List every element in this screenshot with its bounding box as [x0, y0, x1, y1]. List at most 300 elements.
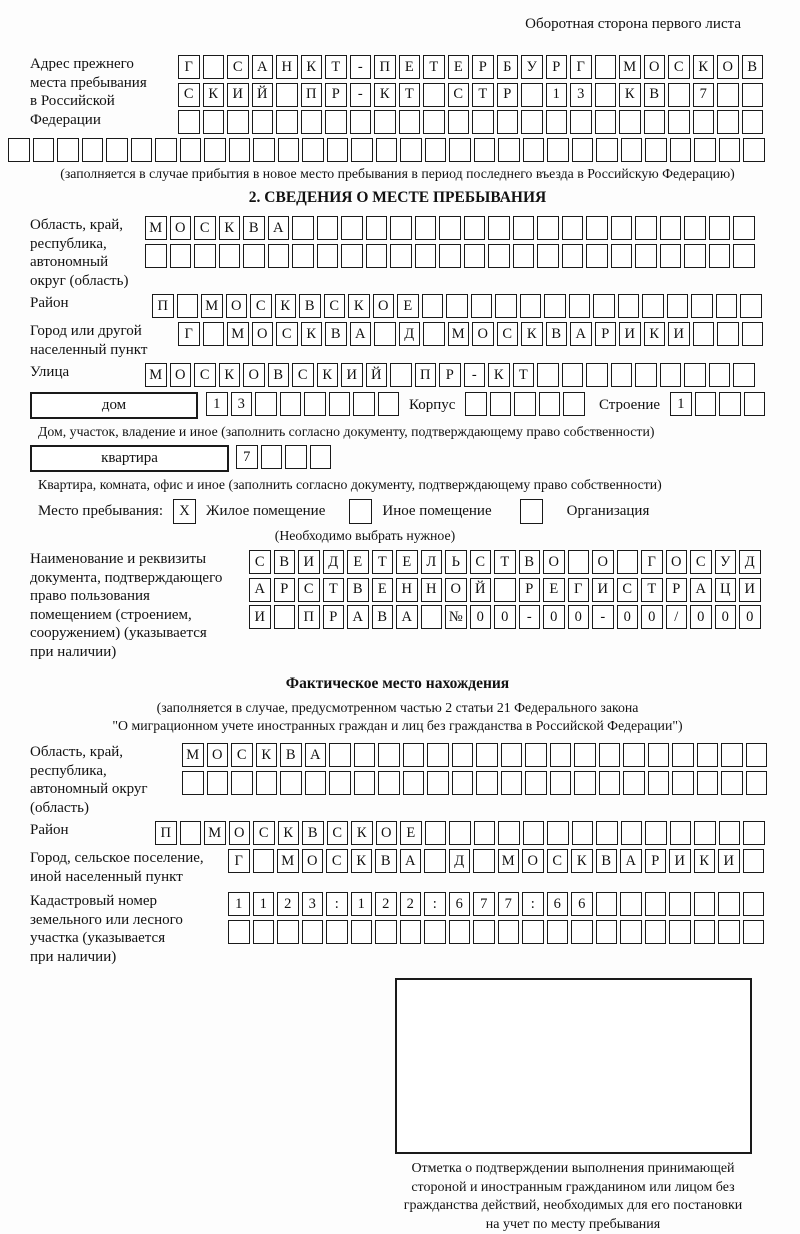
char-box[interactable]: В	[280, 743, 302, 767]
char-box[interactable]: К	[571, 849, 593, 873]
char-box[interactable]: А	[268, 216, 290, 240]
char-box[interactable]	[743, 892, 765, 916]
char-box[interactable]: Р	[645, 849, 667, 873]
char-box[interactable]: Е	[372, 578, 394, 602]
char-box[interactable]	[743, 920, 765, 944]
char-box[interactable]	[33, 138, 55, 162]
char-box[interactable]	[439, 244, 461, 268]
char-box[interactable]	[203, 110, 225, 134]
char-box[interactable]: И	[739, 578, 761, 602]
char-box[interactable]	[302, 138, 324, 162]
char-box[interactable]: И	[341, 363, 363, 387]
char-box[interactable]: С	[249, 550, 271, 574]
char-box[interactable]	[571, 920, 593, 944]
char-box[interactable]	[423, 83, 445, 107]
char-box[interactable]	[691, 294, 713, 318]
char-box[interactable]: К	[203, 83, 225, 107]
char-box[interactable]: 1	[228, 892, 250, 916]
char-box[interactable]: С	[470, 550, 492, 574]
char-box[interactable]: О	[592, 550, 614, 574]
char-box[interactable]	[304, 392, 326, 416]
char-box[interactable]	[733, 244, 755, 268]
char-box[interactable]	[131, 138, 153, 162]
char-box[interactable]	[253, 849, 275, 873]
char-box[interactable]: 0	[494, 605, 516, 629]
char-box[interactable]	[465, 392, 487, 416]
char-box[interactable]: С	[690, 550, 712, 574]
char-box[interactable]: Й	[470, 578, 492, 602]
char-box[interactable]: Т	[372, 550, 394, 574]
char-box[interactable]: Й	[252, 83, 274, 107]
char-box[interactable]	[427, 743, 449, 767]
char-box[interactable]: 0	[739, 605, 761, 629]
char-box[interactable]: К	[644, 322, 666, 346]
char-box[interactable]: С	[617, 578, 639, 602]
char-box[interactable]	[378, 392, 400, 416]
char-box[interactable]: 6	[571, 892, 593, 916]
char-box[interactable]	[523, 821, 545, 845]
char-box[interactable]: И	[669, 849, 691, 873]
char-box[interactable]	[452, 743, 474, 767]
char-box[interactable]	[274, 605, 296, 629]
char-box[interactable]: -	[592, 605, 614, 629]
char-box[interactable]	[620, 892, 642, 916]
char-box[interactable]	[537, 363, 559, 387]
char-box[interactable]	[473, 849, 495, 873]
char-box[interactable]	[694, 821, 716, 845]
char-box[interactable]	[341, 216, 363, 240]
char-box[interactable]	[611, 363, 633, 387]
char-box[interactable]	[375, 920, 397, 944]
char-box[interactable]: М	[145, 363, 167, 387]
char-box[interactable]	[310, 445, 332, 469]
char-box[interactable]	[668, 110, 690, 134]
char-box[interactable]: С	[497, 322, 519, 346]
char-box[interactable]	[376, 138, 398, 162]
char-box[interactable]	[743, 138, 765, 162]
char-box[interactable]	[473, 920, 495, 944]
char-box[interactable]: :	[326, 892, 348, 916]
char-box[interactable]	[177, 294, 199, 318]
char-box[interactable]	[229, 138, 251, 162]
char-box[interactable]: С	[276, 322, 298, 346]
char-box[interactable]: С	[231, 743, 253, 767]
char-box[interactable]	[546, 110, 568, 134]
char-box[interactable]	[623, 771, 645, 795]
char-box[interactable]	[648, 771, 670, 795]
char-box[interactable]: Е	[543, 578, 565, 602]
char-box[interactable]: Е	[397, 294, 419, 318]
char-box[interactable]	[474, 138, 496, 162]
char-box[interactable]: Е	[448, 55, 470, 79]
char-box[interactable]	[574, 771, 596, 795]
char-box[interactable]: О	[717, 55, 739, 79]
char-box[interactable]	[155, 138, 177, 162]
char-box[interactable]	[669, 892, 691, 916]
char-box[interactable]: И	[249, 605, 271, 629]
char-box[interactable]: 6	[449, 892, 471, 916]
char-box[interactable]	[317, 216, 339, 240]
char-box[interactable]	[439, 216, 461, 240]
char-box[interactable]	[351, 920, 373, 944]
char-box[interactable]: 0	[543, 605, 565, 629]
char-box[interactable]: Г	[228, 849, 250, 873]
char-box[interactable]	[488, 216, 510, 240]
char-box[interactable]: 0	[470, 605, 492, 629]
char-box[interactable]: Т	[423, 55, 445, 79]
char-box[interactable]: К	[278, 821, 300, 845]
char-box[interactable]: А	[305, 743, 327, 767]
char-box[interactable]	[694, 920, 716, 944]
char-box[interactable]: М	[619, 55, 641, 79]
char-box[interactable]	[514, 392, 536, 416]
char-box[interactable]: -	[519, 605, 541, 629]
char-box[interactable]	[537, 216, 559, 240]
char-box[interactable]: К	[521, 322, 543, 346]
char-box[interactable]: Т	[323, 578, 345, 602]
char-box[interactable]	[743, 849, 765, 873]
char-box[interactable]: В	[644, 83, 666, 107]
char-box[interactable]: Г	[568, 578, 590, 602]
char-box[interactable]: А	[396, 605, 418, 629]
char-box[interactable]: :	[522, 892, 544, 916]
char-box[interactable]	[495, 294, 517, 318]
char-box[interactable]	[525, 771, 547, 795]
char-box[interactable]: К	[488, 363, 510, 387]
char-box[interactable]	[498, 920, 520, 944]
char-box[interactable]	[684, 244, 706, 268]
char-box[interactable]	[709, 216, 731, 240]
char-box[interactable]	[620, 920, 642, 944]
char-box[interactable]: С	[324, 294, 346, 318]
char-box[interactable]: А	[252, 55, 274, 79]
char-box[interactable]: В	[596, 849, 618, 873]
char-box[interactable]	[621, 138, 643, 162]
char-box[interactable]	[374, 322, 396, 346]
char-box[interactable]: В	[325, 322, 347, 346]
dom-type-box[interactable]: дом	[30, 392, 198, 419]
char-box[interactable]: 3	[302, 892, 324, 916]
char-box[interactable]	[645, 892, 667, 916]
char-box[interactable]: О	[229, 821, 251, 845]
char-box[interactable]	[403, 771, 425, 795]
char-box[interactable]: У	[715, 550, 737, 574]
char-box[interactable]: С	[326, 849, 348, 873]
char-box[interactable]: А	[620, 849, 642, 873]
char-box[interactable]: Д	[399, 322, 421, 346]
char-box[interactable]: С	[298, 578, 320, 602]
char-box[interactable]: Н	[421, 578, 443, 602]
char-box[interactable]	[207, 771, 229, 795]
char-box[interactable]	[569, 294, 591, 318]
char-box[interactable]: М	[182, 743, 204, 767]
char-box[interactable]	[292, 216, 314, 240]
char-box[interactable]: Е	[347, 550, 369, 574]
char-box[interactable]	[670, 821, 692, 845]
char-box[interactable]: №	[445, 605, 467, 629]
char-box[interactable]: Е	[396, 550, 418, 574]
char-box[interactable]: 1	[206, 392, 228, 416]
char-box[interactable]: К	[693, 55, 715, 79]
char-box[interactable]	[746, 743, 768, 767]
char-box[interactable]	[424, 849, 446, 873]
char-box[interactable]	[716, 294, 738, 318]
char-box[interactable]	[550, 771, 572, 795]
char-box[interactable]	[476, 771, 498, 795]
char-box[interactable]	[721, 743, 743, 767]
char-box[interactable]: И	[592, 578, 614, 602]
char-box[interactable]	[596, 920, 618, 944]
char-box[interactable]	[718, 892, 740, 916]
char-box[interactable]	[351, 138, 373, 162]
char-box[interactable]	[425, 138, 447, 162]
char-box[interactable]: А	[570, 322, 592, 346]
char-box[interactable]	[497, 110, 519, 134]
char-box[interactable]	[8, 138, 30, 162]
char-box[interactable]	[292, 244, 314, 268]
char-box[interactable]	[366, 216, 388, 240]
char-box[interactable]: 7	[693, 83, 715, 107]
char-box[interactable]	[596, 892, 618, 916]
char-box[interactable]: О	[170, 216, 192, 240]
char-box[interactable]	[520, 294, 542, 318]
checkbox-organizatsiya[interactable]	[520, 499, 543, 524]
char-box[interactable]	[452, 771, 474, 795]
char-box[interactable]	[562, 216, 584, 240]
char-box[interactable]	[618, 294, 640, 318]
char-box[interactable]: П	[301, 83, 323, 107]
char-box[interactable]: В	[274, 550, 296, 574]
char-box[interactable]	[255, 392, 277, 416]
char-box[interactable]	[421, 605, 443, 629]
char-box[interactable]: Т	[325, 55, 347, 79]
char-box[interactable]: О	[376, 821, 398, 845]
char-box[interactable]	[415, 244, 437, 268]
char-box[interactable]	[464, 216, 486, 240]
char-box[interactable]	[563, 392, 585, 416]
char-box[interactable]	[423, 110, 445, 134]
char-box[interactable]: О	[666, 550, 688, 574]
char-box[interactable]	[256, 771, 278, 795]
char-box[interactable]	[471, 294, 493, 318]
char-box[interactable]: 1	[351, 892, 373, 916]
char-box[interactable]: К	[351, 821, 373, 845]
char-box[interactable]: А	[400, 849, 422, 873]
char-box[interactable]: Л	[421, 550, 443, 574]
char-box[interactable]	[276, 110, 298, 134]
char-box[interactable]: С	[253, 821, 275, 845]
char-box[interactable]: В	[372, 605, 394, 629]
char-box[interactable]	[403, 743, 425, 767]
char-box[interactable]: О	[252, 322, 274, 346]
char-box[interactable]	[547, 920, 569, 944]
char-box[interactable]	[572, 138, 594, 162]
char-box[interactable]	[635, 244, 657, 268]
char-box[interactable]: В	[268, 363, 290, 387]
char-box[interactable]	[427, 771, 449, 795]
char-box[interactable]	[660, 244, 682, 268]
char-box[interactable]: С	[448, 83, 470, 107]
char-box[interactable]	[694, 892, 716, 916]
char-box[interactable]	[513, 216, 535, 240]
char-box[interactable]	[341, 244, 363, 268]
char-box[interactable]	[268, 244, 290, 268]
char-box[interactable]	[645, 821, 667, 845]
char-box[interactable]	[644, 110, 666, 134]
char-box[interactable]	[740, 294, 762, 318]
char-box[interactable]	[194, 244, 216, 268]
char-box[interactable]	[684, 363, 706, 387]
char-box[interactable]: 6	[547, 892, 569, 916]
char-box[interactable]: П	[415, 363, 437, 387]
char-box[interactable]	[694, 138, 716, 162]
char-box[interactable]	[276, 83, 298, 107]
char-box[interactable]	[329, 771, 351, 795]
char-box[interactable]	[574, 743, 596, 767]
char-box[interactable]	[547, 138, 569, 162]
char-box[interactable]	[717, 83, 739, 107]
char-box[interactable]	[586, 216, 608, 240]
char-box[interactable]	[513, 244, 535, 268]
char-box[interactable]	[423, 322, 445, 346]
char-box[interactable]: К	[351, 849, 373, 873]
char-box[interactable]: О	[302, 849, 324, 873]
char-box[interactable]	[472, 110, 494, 134]
char-box[interactable]	[354, 743, 376, 767]
char-box[interactable]: 0	[715, 605, 737, 629]
char-box[interactable]	[570, 110, 592, 134]
char-box[interactable]	[693, 322, 715, 346]
char-box[interactable]: О	[522, 849, 544, 873]
char-box[interactable]	[672, 771, 694, 795]
char-box[interactable]	[539, 392, 561, 416]
char-box[interactable]: У	[521, 55, 543, 79]
char-box[interactable]	[494, 578, 516, 602]
char-box[interactable]	[170, 244, 192, 268]
char-box[interactable]: 0	[568, 605, 590, 629]
char-box[interactable]	[464, 244, 486, 268]
char-box[interactable]: С	[327, 821, 349, 845]
char-box[interactable]: -	[464, 363, 486, 387]
char-box[interactable]: А	[347, 605, 369, 629]
char-box[interactable]	[231, 771, 253, 795]
char-box[interactable]: -	[350, 55, 372, 79]
char-box[interactable]: 7	[236, 445, 258, 469]
char-box[interactable]: В	[347, 578, 369, 602]
char-box[interactable]	[326, 920, 348, 944]
char-box[interactable]	[449, 920, 471, 944]
char-box[interactable]	[366, 244, 388, 268]
char-box[interactable]	[719, 821, 741, 845]
char-box[interactable]	[586, 363, 608, 387]
char-box[interactable]	[285, 445, 307, 469]
char-box[interactable]	[669, 920, 691, 944]
char-box[interactable]: К	[275, 294, 297, 318]
char-box[interactable]	[374, 110, 396, 134]
char-box[interactable]	[243, 244, 265, 268]
char-box[interactable]	[733, 363, 755, 387]
char-box[interactable]: О	[644, 55, 666, 79]
char-box[interactable]	[635, 216, 657, 240]
char-box[interactable]: В	[243, 216, 265, 240]
char-box[interactable]: П	[374, 55, 396, 79]
checkbox-zhiloe[interactable]: X	[173, 499, 196, 524]
char-box[interactable]: М	[277, 849, 299, 873]
char-box[interactable]: 0	[617, 605, 639, 629]
char-box[interactable]: Р	[595, 322, 617, 346]
char-box[interactable]	[668, 83, 690, 107]
char-box[interactable]	[425, 821, 447, 845]
char-box[interactable]	[219, 244, 241, 268]
kvartira-type-box[interactable]: квартира	[30, 445, 229, 472]
char-box[interactable]	[562, 363, 584, 387]
char-box[interactable]: Р	[323, 605, 345, 629]
char-box[interactable]: М	[448, 322, 470, 346]
char-box[interactable]	[717, 110, 739, 134]
char-box[interactable]: О	[226, 294, 248, 318]
char-box[interactable]: М	[204, 821, 226, 845]
char-box[interactable]	[596, 821, 618, 845]
char-box[interactable]	[329, 392, 351, 416]
char-box[interactable]: Й	[366, 363, 388, 387]
char-box[interactable]	[718, 920, 740, 944]
char-box[interactable]	[490, 392, 512, 416]
char-box[interactable]: С	[250, 294, 272, 318]
char-box[interactable]: С	[194, 216, 216, 240]
char-box[interactable]: Д	[739, 550, 761, 574]
char-box[interactable]	[660, 216, 682, 240]
char-box[interactable]: Т	[641, 578, 663, 602]
char-box[interactable]	[253, 138, 275, 162]
char-box[interactable]	[645, 138, 667, 162]
char-box[interactable]	[302, 920, 324, 944]
char-box[interactable]: К	[619, 83, 641, 107]
char-box[interactable]	[422, 294, 444, 318]
char-box[interactable]: О	[472, 322, 494, 346]
char-box[interactable]	[498, 821, 520, 845]
char-box[interactable]: К	[301, 55, 323, 79]
char-box[interactable]	[523, 138, 545, 162]
char-box[interactable]: И	[718, 849, 740, 873]
char-box[interactable]: М	[145, 216, 167, 240]
char-box[interactable]: К	[256, 743, 278, 767]
char-box[interactable]: Т	[513, 363, 535, 387]
char-box[interactable]: О	[243, 363, 265, 387]
char-box[interactable]: Г	[570, 55, 592, 79]
char-box[interactable]: Т	[399, 83, 421, 107]
char-box[interactable]: Р	[274, 578, 296, 602]
char-box[interactable]	[325, 110, 347, 134]
checkbox-inoe[interactable]	[349, 499, 372, 524]
char-box[interactable]	[743, 821, 765, 845]
char-box[interactable]	[400, 920, 422, 944]
char-box[interactable]	[449, 821, 471, 845]
char-box[interactable]: О	[207, 743, 229, 767]
char-box[interactable]	[742, 322, 764, 346]
char-box[interactable]	[697, 743, 719, 767]
char-box[interactable]: С	[227, 55, 249, 79]
char-box[interactable]	[667, 294, 689, 318]
char-box[interactable]: В	[299, 294, 321, 318]
char-box[interactable]	[57, 138, 79, 162]
char-box[interactable]	[611, 244, 633, 268]
char-box[interactable]	[744, 392, 766, 416]
char-box[interactable]: М	[201, 294, 223, 318]
char-box[interactable]	[329, 743, 351, 767]
char-box[interactable]	[572, 821, 594, 845]
char-box[interactable]	[595, 110, 617, 134]
char-box[interactable]	[448, 110, 470, 134]
